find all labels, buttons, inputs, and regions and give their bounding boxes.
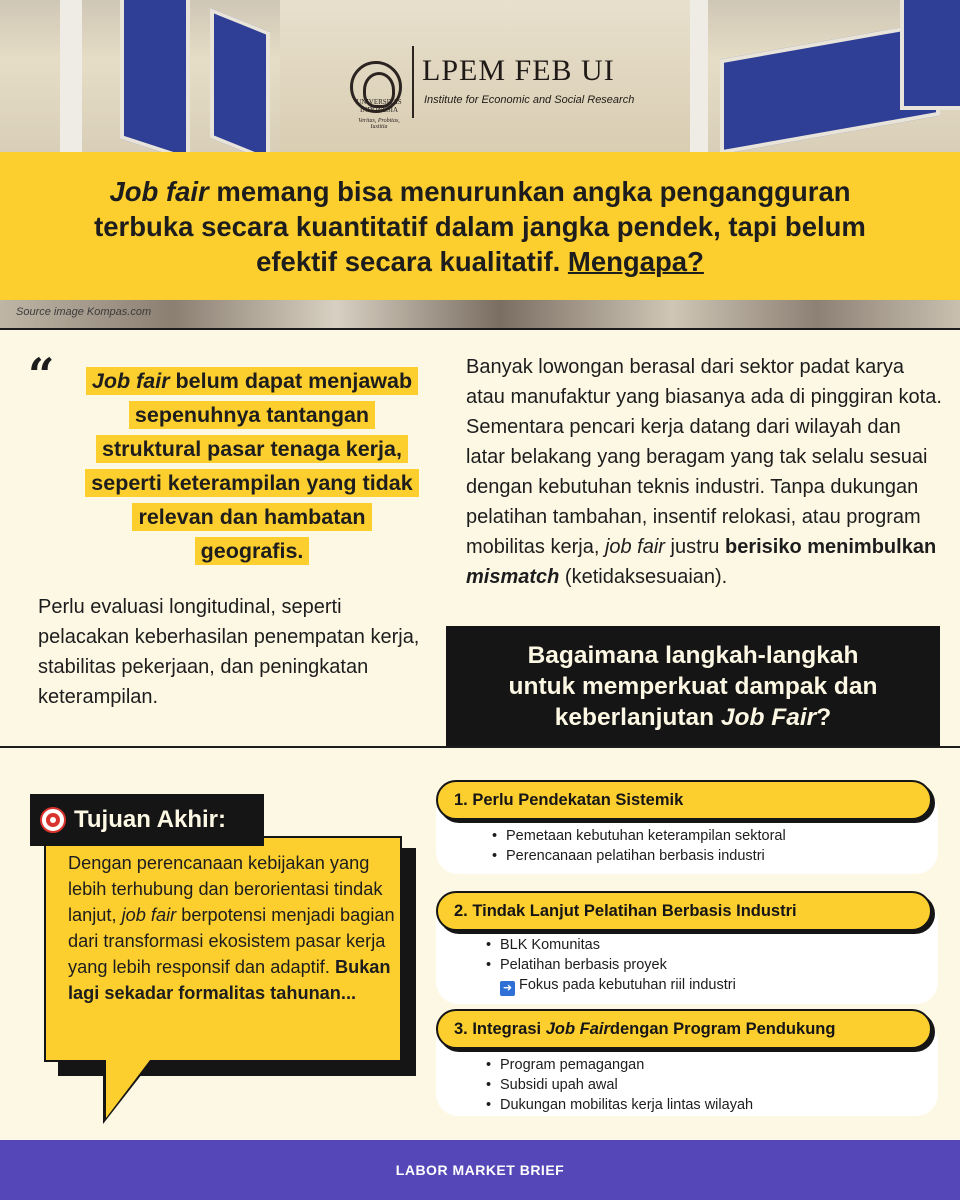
footer-bar (0, 1140, 960, 1200)
step-list-1 (492, 826, 912, 866)
headline-line-2: terbuka secara kuantitatif dalam jangka pendek, tapi belum (94, 210, 866, 242)
image-source-credit: Source image Kompas.com (16, 306, 152, 318)
list-item: • Pelatihan berbasis proyek (486, 955, 906, 975)
step-title-3-emphasis: Job Fair (545, 1019, 610, 1038)
logo-name: LPEM FEB UI (422, 54, 615, 87)
question-emphasis: Job Fair (720, 703, 817, 731)
header-photo (0, 0, 960, 152)
evaluation-paragraph: Perlu evaluasi longitudinal, seperti pelacakan keberhasilan penempatan kerja, stabilitas pekerjaan, dan peningkatan keterampilan. (38, 596, 420, 708)
section-divider (0, 746, 960, 748)
question-line-2: untuk memperkuat dampak dan (508, 672, 878, 700)
step-title-2: 2. Tindak Lanjut Pelatihan Berbasis Industri (454, 901, 797, 920)
list-item: • Subsidi upah awal (486, 1075, 916, 1095)
step-title-3-prefix: 3. Integrasi (454, 1019, 542, 1038)
step-title-1: 1. Perlu Pendekatan Sistemik (454, 790, 684, 809)
list-item: • Perencanaan pelatihan berbasis industri (492, 846, 912, 866)
logo-university-name: UNIVERSITAS INDONESIA (356, 98, 402, 114)
list-item: • Dukungan mobilitas kerja lintas wilayah (486, 1095, 916, 1115)
list-item: • Pemetaan kebutuhan keterampilan sektoral (492, 826, 912, 846)
target-icon (40, 807, 66, 833)
headline-line-1: memang bisa menurunkan angka pengangguran (208, 175, 851, 207)
logo-divider (412, 46, 414, 118)
question-line-3: keberlanjutan (554, 703, 721, 731)
photo-booth-sign (210, 8, 270, 152)
question-box (446, 626, 940, 746)
analysis-bold-text: berisiko menimbulkan (725, 536, 937, 558)
analysis-text-2: justru (664, 536, 725, 558)
analysis-text-3: (ketidaksesuaian). (559, 566, 728, 588)
headline (54, 174, 906, 279)
analysis-bold-emphasis: mismatch (466, 566, 560, 588)
question-end: ? (816, 703, 832, 731)
goal-bold-text: Bukan lagi sekadar formalitas tahunan... (68, 957, 391, 1003)
sub-item (486, 975, 906, 996)
lpem-logo (350, 42, 635, 132)
step-title-3-suffix: dengan Program Pendukung (609, 1019, 836, 1038)
step-list-3 (486, 1055, 916, 1115)
pull-quote (56, 364, 448, 568)
question-line-1: Bagaimana langkah-langkah (527, 641, 859, 669)
analysis-text-1: Banyak lowongan berasal dari sektor padat karya atau manufaktur yang biasanya ada di pinggiran kota. Sementara pencari kerja datang dari wilayah dan latar belakang yang beragam yang tak selalu sesuai dengan kebutuhan teknis industri. Tanpa dukungan pelatihan tambahan, insentif relokasi, atau program mobilitas kerja, (466, 356, 942, 558)
question-text (509, 640, 878, 733)
list-item: • Program pemagangan (486, 1055, 916, 1075)
analysis-paragraph (466, 352, 944, 592)
step-header-2 (436, 891, 932, 931)
photo-booth-sign (900, 0, 960, 110)
section-divider (0, 328, 960, 330)
headline-emphasis: Job fair (109, 175, 209, 207)
list-item: • BLK Komunitas (486, 935, 906, 955)
goal-badge (30, 794, 264, 846)
crowd-photo-strip (0, 300, 960, 328)
photo-pillar (60, 0, 82, 152)
goal-text (68, 850, 398, 1006)
quote-line-3: struktural pasar tenaga kerja, (96, 435, 408, 463)
arrow-right-icon: ➜ (500, 981, 515, 996)
goal-text-1: Dengan perencanaan kebijakan yang lebih terhubung dan berorientasi tindak lanjut, (68, 853, 383, 925)
photo-pillar (690, 0, 708, 152)
headline-band (0, 152, 960, 300)
logo-subtitle: Institute for Economic and Social Research (424, 94, 635, 106)
quote-mark-icon: “ (28, 348, 55, 402)
quote-line (86, 367, 418, 395)
speech-tail (106, 1060, 150, 1118)
quote-line-5: relevan dan hambatan (132, 503, 371, 531)
goal-title: Tujuan Akhir: (74, 806, 226, 833)
goal-emphasis: job fair (121, 905, 177, 925)
quote-line-2: sepenuhnya tantangan (129, 401, 375, 429)
photo-booth-sign (120, 0, 190, 152)
headline-question: Mengapa? (567, 245, 704, 277)
quote-line-1: belum dapat menjawab (169, 369, 413, 393)
analysis-emphasis: job fair (604, 536, 665, 558)
quote-line-6: geografis. (195, 537, 310, 565)
goal-text-2: berpotensi menjadi bagian dari transformasi ekosistem pasar kerja yang lebih responsif dan adaptif. (68, 905, 395, 977)
headline-line-3: efektif secara kualitatif. (256, 245, 568, 277)
logo-motto: Veritas, Probitas, Iustitia (358, 118, 400, 130)
step-list-2 (486, 935, 906, 996)
quote-line-4: seperti keterampilan yang tidak (85, 469, 418, 497)
step-header-1 (436, 780, 932, 820)
sub-item-text: Fokus pada kebutuhan riil industri (519, 977, 736, 993)
step-header-3 (436, 1009, 932, 1049)
quote-emphasis: Job fair (91, 369, 170, 393)
footer-label: LABOR MARKET BRIEF (395, 1162, 565, 1178)
